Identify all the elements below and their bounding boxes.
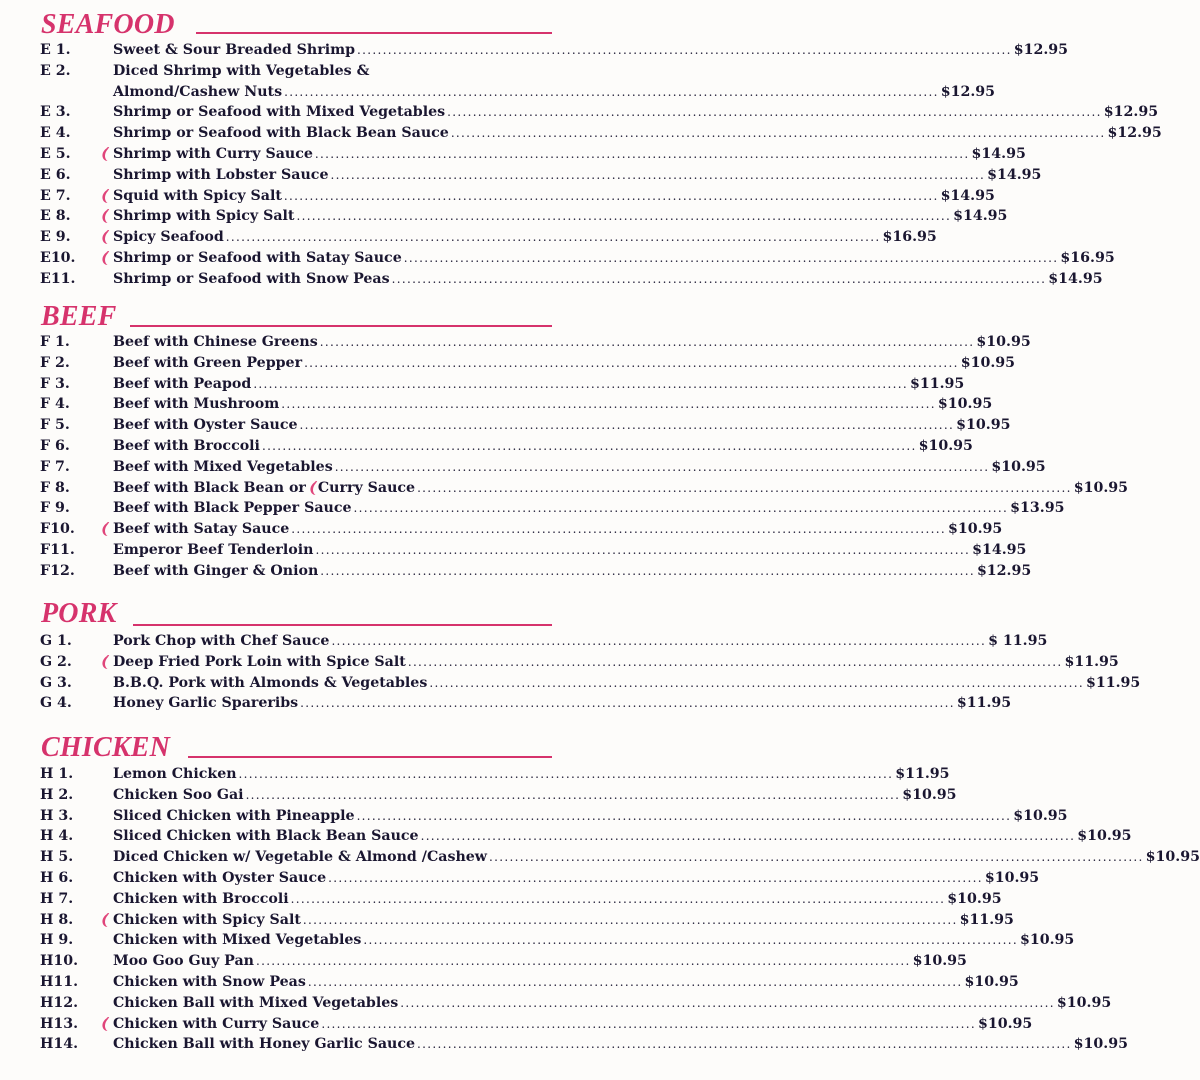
item-line bbox=[113, 889, 1002, 910]
chili-pepper-icon bbox=[100, 189, 110, 204]
menu-item bbox=[0, 227, 937, 248]
item-line bbox=[113, 144, 1026, 165]
item-code: H12. bbox=[40, 994, 79, 1011]
item-line bbox=[113, 951, 967, 972]
item-price: $10.95 bbox=[976, 334, 1031, 350]
menu-item bbox=[0, 673, 1141, 694]
item-line bbox=[113, 868, 1040, 889]
item-code: H 9. bbox=[40, 932, 74, 949]
menu-item bbox=[0, 993, 1112, 1014]
item-name: Spicy Seafood bbox=[113, 229, 224, 246]
dot-leader: ................................................................................................................................ bbox=[356, 808, 1012, 823]
item-line bbox=[113, 826, 1132, 847]
menu-item bbox=[0, 930, 1075, 951]
item-price: $11.95 bbox=[895, 766, 950, 782]
item-code: E 2. bbox=[40, 62, 71, 79]
item-code: F11. bbox=[40, 542, 75, 558]
section-title-rule bbox=[130, 325, 552, 327]
dot-leader: ................................................................................................................................ bbox=[391, 271, 1047, 286]
dot-leader: ................................................................................................................................ bbox=[363, 933, 1018, 948]
menu-item bbox=[0, 415, 1011, 436]
dot-leader: ................................................................................................................................ bbox=[314, 147, 970, 161]
item-line bbox=[113, 374, 965, 395]
item-code: F 1. bbox=[40, 334, 70, 350]
item-name: Moo Goo Guy Pan bbox=[113, 953, 254, 970]
item-code: E 4. bbox=[40, 125, 71, 142]
menu-item bbox=[0, 374, 965, 395]
item-line bbox=[113, 353, 1016, 374]
item-code: H14. bbox=[40, 1036, 79, 1053]
item-price: $14.95 bbox=[940, 187, 995, 204]
item-price: $14.95 bbox=[1048, 270, 1103, 287]
dot-leader: ................................................................................................................................ bbox=[304, 355, 959, 370]
menu-item bbox=[0, 652, 1119, 673]
chili-pepper-icon bbox=[100, 230, 110, 245]
item-code: F10. bbox=[40, 521, 75, 538]
item-name: Squid with Spicy Salt bbox=[113, 187, 282, 204]
item-code: E 3. bbox=[40, 104, 71, 121]
item-price: $12.95 bbox=[1107, 125, 1162, 142]
item-code: H10. bbox=[40, 953, 79, 970]
item-price: $10.95 bbox=[1020, 932, 1075, 949]
item-line bbox=[113, 165, 1042, 186]
item-line bbox=[113, 993, 1112, 1014]
item-price: $12.95 bbox=[1103, 104, 1159, 121]
item-code: F 9. bbox=[40, 500, 70, 517]
menu-item bbox=[0, 61, 996, 103]
dot-leader: ................................................................................................................................ bbox=[296, 209, 952, 224]
dot-leader: ................................................................................................................................ bbox=[225, 230, 881, 245]
item-code: E 7. bbox=[40, 187, 71, 204]
menu-item bbox=[0, 478, 1129, 499]
item-code: F12. bbox=[40, 562, 75, 579]
menu-item bbox=[0, 457, 1046, 478]
item-line bbox=[113, 561, 1032, 582]
menu-item bbox=[0, 186, 995, 207]
menu-item bbox=[0, 868, 1040, 889]
item-name: Chicken Ball with Honey Garlic Sauce bbox=[113, 1036, 416, 1053]
item-price: $10.95 bbox=[1056, 994, 1112, 1011]
menu-item bbox=[0, 144, 1026, 165]
item-line bbox=[113, 693, 1012, 714]
item-code: H 1. bbox=[40, 766, 74, 782]
dot-leader: ................................................................................................................................ bbox=[281, 397, 936, 412]
item-name: Shrimp with Spicy Salt bbox=[113, 208, 295, 225]
dot-leader: ................................................................................................................................ bbox=[300, 696, 955, 711]
menu-item bbox=[0, 561, 1032, 582]
item-name-suffix: Curry Sauce bbox=[317, 479, 416, 496]
item-code: G 2. bbox=[40, 653, 72, 670]
menu-item bbox=[0, 519, 1003, 540]
item-price: $10.95 bbox=[977, 1015, 1033, 1032]
item-price: $14.95 bbox=[953, 208, 1008, 225]
dot-leader: ................................................................................................................................ bbox=[447, 105, 1102, 120]
item-line bbox=[113, 227, 937, 248]
item-code: E11. bbox=[40, 270, 76, 287]
item-code: F 7. bbox=[40, 458, 70, 475]
item-line bbox=[113, 910, 1014, 931]
item-line bbox=[113, 631, 1048, 652]
section-title: BEEF bbox=[41, 301, 117, 332]
item-line bbox=[113, 436, 973, 457]
item-line bbox=[113, 40, 1069, 61]
dot-leader: ................................................................................................................................ bbox=[400, 995, 1055, 1010]
item-code: H 7. bbox=[40, 890, 74, 907]
item-line bbox=[113, 1014, 1033, 1035]
item-code: E 8. bbox=[40, 208, 71, 225]
section-title-rule bbox=[196, 32, 552, 34]
item-name: Chicken with Mixed Vegetables bbox=[113, 932, 362, 949]
menu-item bbox=[0, 206, 1008, 227]
item-line bbox=[113, 102, 1159, 123]
item-name: Sliced Chicken with Pineapple bbox=[113, 807, 355, 824]
dot-leader: ................................................................................................................................ bbox=[328, 871, 983, 885]
item-price: $11.95 bbox=[909, 375, 965, 392]
item-line bbox=[113, 269, 1103, 290]
chili-pepper-icon bbox=[100, 251, 110, 266]
dot-leader: ................................................................................................................................ bbox=[302, 912, 958, 927]
dot-leader: ................................................................................................................................ bbox=[334, 459, 990, 474]
item-price: $10.95 bbox=[912, 953, 967, 970]
item-name: Chicken Soo Gai bbox=[113, 786, 244, 803]
item-name: Beef with Chinese Greens bbox=[113, 334, 318, 350]
item-name: Beef with Black Bean or bbox=[113, 479, 306, 496]
item-price: $10.95 bbox=[1073, 1036, 1128, 1053]
item-name: Chicken with Spicy Salt bbox=[113, 911, 301, 928]
chili-pepper-icon bbox=[100, 147, 110, 162]
item-name: Shrimp or Seafood with Black Bean Sauce bbox=[113, 125, 449, 142]
item-line bbox=[113, 415, 1011, 436]
item-code: F 8. bbox=[40, 479, 70, 496]
item-price: $11.95 bbox=[956, 695, 1012, 712]
item-price: $11.95 bbox=[959, 911, 1014, 928]
item-code: E 5. bbox=[40, 146, 71, 162]
menu-item bbox=[0, 1014, 1033, 1035]
item-name: Beef with Green Pepper bbox=[113, 354, 303, 371]
dot-leader: ................................................................................................................................ bbox=[450, 126, 1106, 141]
section-title: CHICKEN bbox=[41, 732, 170, 763]
item-code: E 9. bbox=[40, 229, 71, 246]
item-line bbox=[113, 123, 1162, 144]
dot-leader: ................................................................................................................................ bbox=[353, 501, 1009, 516]
item-code: G 1. bbox=[40, 633, 72, 649]
item-price: $ 11.95 bbox=[988, 633, 1048, 649]
item-line bbox=[113, 519, 1003, 540]
chili-pepper-icon bbox=[100, 209, 110, 224]
chili-pepper-icon bbox=[100, 522, 110, 537]
item-name: Lemon Chicken bbox=[113, 766, 237, 782]
menu-item bbox=[0, 826, 1132, 847]
menu-item bbox=[0, 123, 1162, 144]
item-price: $13.95 bbox=[1010, 500, 1065, 517]
item-name: Almond/Cashew Nuts bbox=[113, 83, 283, 100]
menu-item bbox=[0, 332, 1031, 353]
item-code: E10. bbox=[40, 250, 76, 266]
menu-item bbox=[0, 847, 1200, 868]
item-name: Chicken with Curry Sauce bbox=[113, 1015, 320, 1032]
item-name: Shrimp with Curry Sauce bbox=[113, 146, 313, 162]
item-name: Shrimp or Seafood with Mixed Vegetables bbox=[113, 104, 446, 121]
menu-item bbox=[0, 785, 957, 806]
item-line bbox=[113, 206, 1008, 227]
item-name: Beef with Ginger & Onion bbox=[113, 562, 319, 579]
item-name: Emperor Beef Tenderloin bbox=[113, 542, 314, 558]
item-price: $10.95 bbox=[1013, 807, 1068, 824]
item-price: $10.95 bbox=[1077, 828, 1132, 845]
item-code: H 8. bbox=[40, 911, 74, 928]
dot-leader: ................................................................................................................................ bbox=[331, 634, 987, 648]
item-line bbox=[113, 972, 1019, 993]
menu-item bbox=[0, 889, 1002, 910]
dot-leader: ................................................................................................................................ bbox=[291, 522, 946, 537]
dot-leader: ................................................................................................................................ bbox=[245, 787, 901, 802]
item-name: Beef with Broccoli bbox=[113, 438, 260, 454]
item-name: Sweet & Sour Breaded Shrimp bbox=[113, 42, 356, 58]
item-price: $12.95 bbox=[976, 562, 1032, 579]
dot-leader: ................................................................................................................................ bbox=[319, 335, 975, 349]
item-line bbox=[113, 394, 993, 415]
item-name: Chicken with Oyster Sauce bbox=[113, 870, 327, 886]
item-code: F 4. bbox=[40, 396, 70, 413]
item-name: Chicken with Broccoli bbox=[113, 890, 289, 907]
dot-leader: ................................................................................................................................ bbox=[255, 954, 911, 969]
item-line bbox=[113, 652, 1119, 673]
item-line bbox=[113, 332, 1031, 353]
item-price: $11.95 bbox=[1064, 653, 1119, 670]
item-code: H11. bbox=[40, 974, 79, 990]
chili-pepper-icon bbox=[100, 913, 110, 928]
item-code: H 6. bbox=[40, 870, 74, 886]
item-price: $10.95 bbox=[947, 521, 1003, 538]
menu-item bbox=[0, 165, 1042, 186]
item-code: G 4. bbox=[40, 695, 72, 712]
menu-item bbox=[0, 353, 1016, 374]
item-name: Deep Fried Pork Loin with Spice Salt bbox=[113, 653, 406, 670]
item-code: E 6. bbox=[40, 166, 71, 183]
menu-item bbox=[0, 693, 1012, 714]
section-title-rule bbox=[188, 756, 552, 758]
item-line bbox=[113, 248, 1115, 269]
dot-leader: ................................................................................................................................ bbox=[489, 850, 1144, 865]
item-name: Beef with Mixed Vegetables bbox=[113, 458, 333, 475]
menu-item bbox=[0, 1034, 1128, 1055]
item-price: $16.95 bbox=[1060, 250, 1115, 266]
dot-leader: ................................................................................................................................ bbox=[290, 891, 946, 906]
item-price: $14.95 bbox=[987, 166, 1042, 183]
item-price: $16.95 bbox=[882, 229, 937, 246]
dot-leader: ................................................................................................................................ bbox=[403, 251, 1059, 265]
item-price: $10.95 bbox=[902, 786, 957, 803]
item-name: Honey Garlic Spareribs bbox=[113, 695, 299, 712]
menu-item bbox=[0, 269, 1103, 290]
item-price: $10.95 bbox=[984, 870, 1040, 886]
item-price: $10.95 bbox=[960, 354, 1016, 371]
chili-pepper-icon bbox=[308, 481, 318, 496]
dot-leader: ................................................................................................................................ bbox=[420, 829, 1076, 844]
item-line bbox=[113, 457, 1046, 478]
dot-leader: ................................................................................................................................ bbox=[330, 167, 986, 182]
item-name: Beef with Black Pepper Sauce bbox=[113, 500, 352, 517]
dot-leader: ................................................................................................................................ bbox=[320, 563, 975, 578]
menu-item bbox=[0, 540, 1027, 561]
dot-leader: ................................................................................................................................ bbox=[315, 543, 971, 557]
dot-leader: ................................................................................................................................ bbox=[357, 43, 1012, 57]
item-name: Sliced Chicken with Black Bean Sauce bbox=[113, 828, 419, 845]
item-name: Shrimp or Seafood with Satay Sauce bbox=[113, 250, 402, 266]
section-title-rule bbox=[133, 624, 552, 626]
item-line bbox=[113, 1034, 1128, 1055]
item-code: H 3. bbox=[40, 807, 74, 824]
item-name: Shrimp with Lobster Sauce bbox=[113, 166, 329, 183]
menu-item bbox=[0, 631, 1048, 652]
item-price: $10.95 bbox=[1145, 849, 1200, 866]
item-code: H 4. bbox=[40, 828, 74, 845]
dot-leader: ................................................................................................................................ bbox=[321, 1016, 976, 1031]
item-line bbox=[113, 764, 950, 785]
item-name: B.B.Q. Pork with Almonds & Vegetables bbox=[113, 674, 428, 691]
item-code: F 5. bbox=[40, 417, 70, 434]
dot-leader: ................................................................................................................................ bbox=[283, 188, 939, 203]
item-price: $10.95 bbox=[1073, 479, 1129, 496]
item-name: Diced Chicken w/ Vegetable & Almond /Cashew bbox=[113, 849, 488, 866]
item-line bbox=[113, 673, 1141, 694]
menu-item bbox=[0, 498, 1065, 519]
menu-item bbox=[0, 102, 1159, 123]
item-price: $12.95 bbox=[1013, 42, 1069, 58]
item-price: $11.95 bbox=[1085, 674, 1141, 691]
item-line bbox=[113, 82, 996, 103]
dot-leader: ................................................................................................................................ bbox=[261, 439, 917, 453]
item-name: Beef with Satay Sauce bbox=[113, 521, 290, 538]
dot-leader: ................................................................................................................................ bbox=[429, 675, 1084, 690]
menu-item bbox=[0, 40, 1069, 61]
menu-item bbox=[0, 436, 973, 457]
chili-pepper-icon bbox=[100, 1017, 110, 1032]
item-price: $10.95 bbox=[947, 890, 1002, 907]
item-line bbox=[113, 847, 1200, 868]
item-line bbox=[113, 540, 1027, 561]
item-name: Beef with Peapod bbox=[113, 375, 252, 392]
item-line bbox=[113, 930, 1075, 951]
menu-item bbox=[0, 394, 993, 415]
item-line bbox=[113, 498, 1065, 519]
menu-item bbox=[0, 806, 1068, 827]
menu-item bbox=[0, 910, 1014, 931]
item-name: Beef with Mushroom bbox=[113, 396, 280, 413]
menu-item bbox=[0, 764, 950, 785]
item-code: F 6. bbox=[40, 438, 70, 454]
dot-leader: ................................................................................................................................ bbox=[284, 84, 939, 99]
item-price: $10.95 bbox=[937, 396, 993, 413]
item-line bbox=[113, 785, 957, 806]
item-price: $10.95 bbox=[991, 458, 1046, 475]
item-price: $14.95 bbox=[971, 146, 1026, 162]
dot-leader: ................................................................................................................................ bbox=[253, 376, 908, 391]
dot-leader: ................................................................................................................................ bbox=[407, 654, 1063, 669]
section-title: SEAFOOD bbox=[41, 9, 175, 40]
menu-item bbox=[0, 972, 1019, 993]
item-name-line1: Diced Shrimp with Vegetables & bbox=[113, 62, 370, 79]
item-code: H 5. bbox=[40, 849, 74, 866]
dot-leader: ................................................................................................................................ bbox=[299, 418, 955, 433]
chili-pepper-icon bbox=[100, 655, 110, 670]
dot-leader: ................................................................................................................................ bbox=[417, 1037, 1072, 1052]
dot-leader: ................................................................................................................................ bbox=[417, 480, 1072, 495]
item-code: H 2. bbox=[40, 786, 74, 803]
menu-item bbox=[0, 248, 1115, 269]
item-price: $10.95 bbox=[918, 438, 973, 454]
dot-leader: ................................................................................................................................ bbox=[238, 767, 894, 781]
item-price: $10.95 bbox=[964, 974, 1019, 990]
item-name: Shrimp or Seafood with Snow Peas bbox=[113, 270, 390, 287]
item-code: F 2. bbox=[40, 354, 70, 371]
item-price: $10.95 bbox=[956, 417, 1011, 434]
item-code: G 3. bbox=[40, 674, 72, 691]
item-code: F 3. bbox=[40, 375, 70, 392]
item-price: $14.95 bbox=[972, 542, 1027, 558]
item-code: H13. bbox=[40, 1015, 79, 1032]
item-name: Pork Chop with Chef Sauce bbox=[113, 633, 330, 649]
section-title: PORK bbox=[41, 598, 117, 629]
item-name: Beef with Oyster Sauce bbox=[113, 417, 298, 434]
item-line bbox=[113, 186, 995, 207]
item-price: $12.95 bbox=[940, 83, 996, 100]
item-name: Chicken Ball with Mixed Vegetables bbox=[113, 994, 399, 1011]
item-code: E 1. bbox=[40, 42, 71, 58]
item-line bbox=[113, 478, 1129, 499]
item-name: Chicken with Snow Peas bbox=[113, 974, 306, 990]
item-name-spicy-part bbox=[306, 478, 415, 499]
item-line bbox=[113, 806, 1068, 827]
dot-leader: ................................................................................................................................ bbox=[307, 975, 963, 989]
menu-item bbox=[0, 951, 967, 972]
